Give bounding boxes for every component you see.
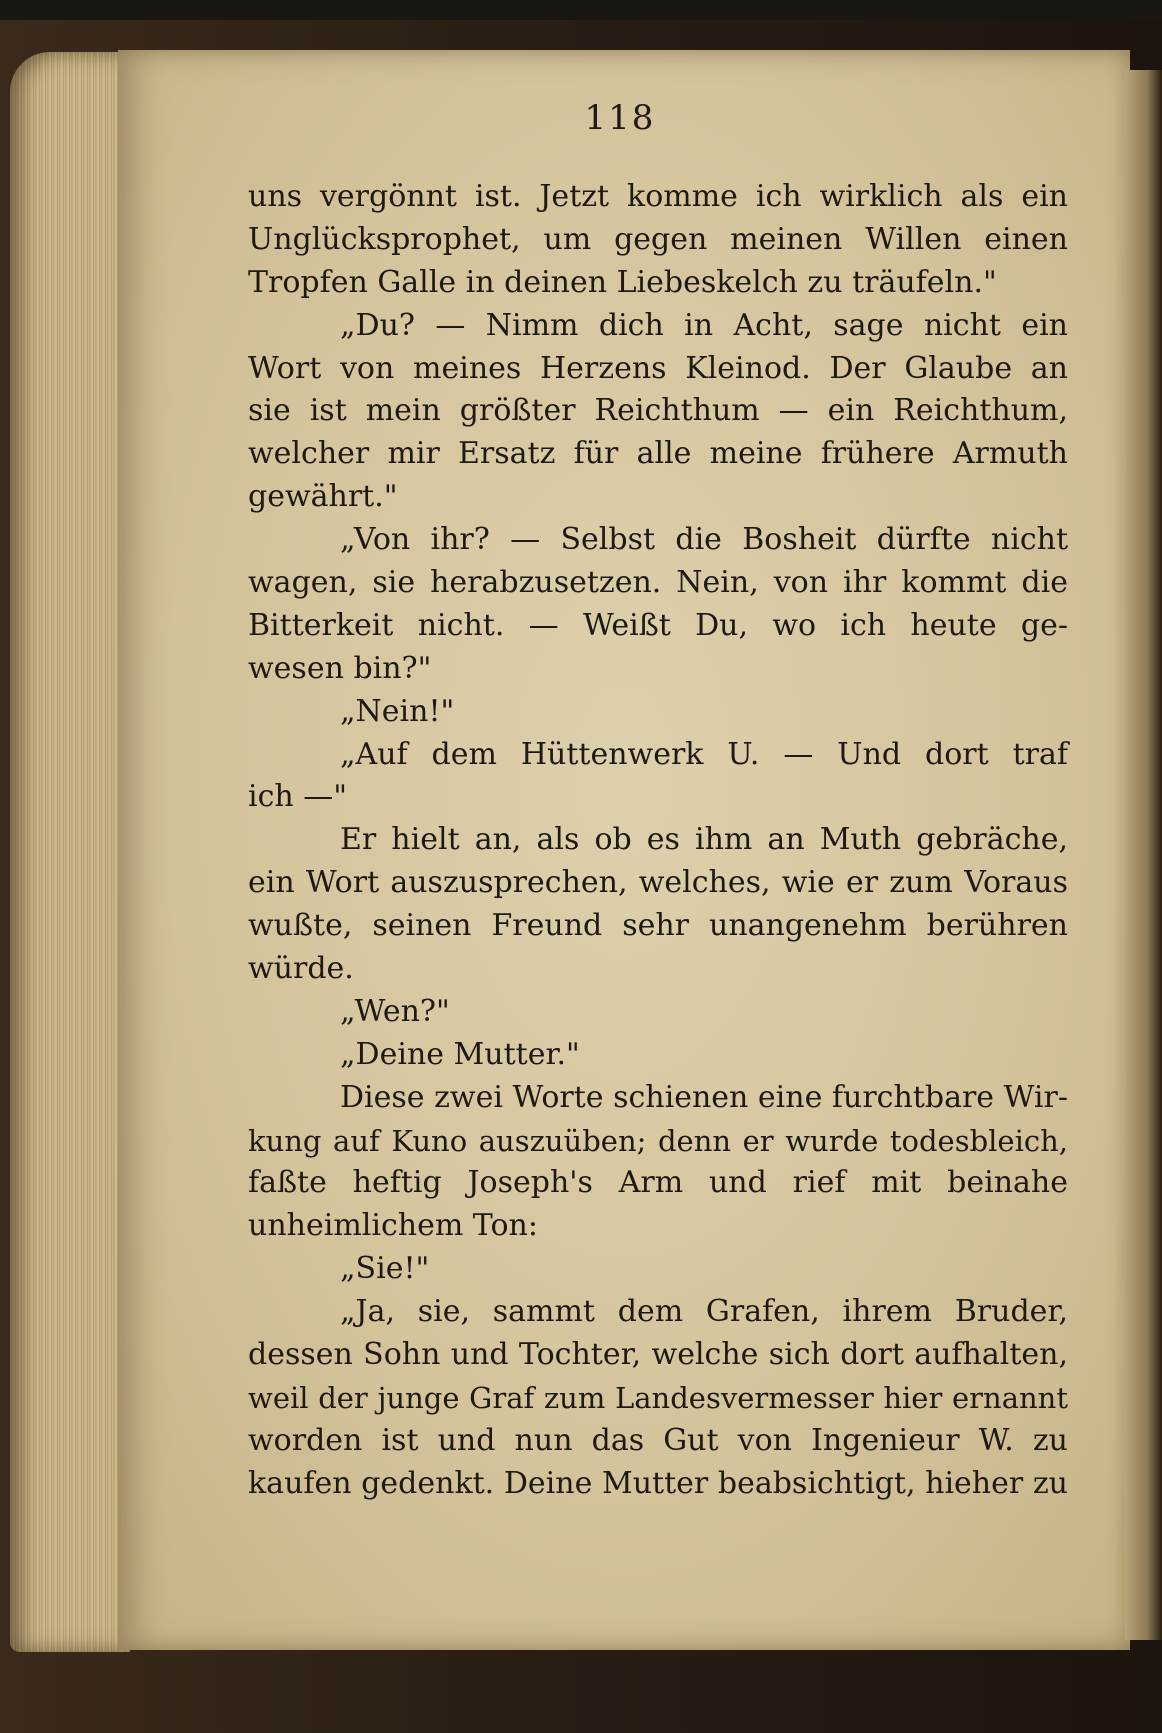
text-line: Unglücksprophet, um gegen meinen Willen einen [248, 221, 1068, 257]
body-text [248, 176, 1068, 1506]
text-line: wagen, sie herabzusetzen. Nein, von ihr kommt die [248, 565, 1068, 601]
text-line: weil der junge Graf zum Landesvermesser hier ernannt [248, 1380, 1068, 1415]
text-line: kaufen gedenkt. Deine Mutter beabsichtigt, hieher zu [248, 1465, 1068, 1501]
text-line: „Du? — Nimm dich in Acht, sage nicht ein [340, 307, 1068, 343]
text-line: Tropfen Galle in deinen Liebeskelch zu träufeln." [248, 264, 997, 300]
text-line: gewährt." [248, 479, 398, 515]
text-line: welcher mir Ersatz für alle meine frühere Armuth [248, 436, 1068, 472]
text-line: „Ja, sie, sammt dem Grafen, ihrem Bruder, [340, 1294, 1068, 1330]
page-number: 118 [584, 98, 656, 138]
page-right-edge [1125, 70, 1162, 1640]
text-line: „Von ihr? — Selbst die Bosheit dürfte nicht [340, 522, 1068, 558]
text-line: wußte, seinen Freund sehr unangenehm berühren [248, 908, 1068, 944]
text-line: faßte heftig Joseph's Arm und rief mit beinahe [248, 1165, 1068, 1201]
text-line: ein Wort auszusprechen, welches, wie er zum Voraus [248, 865, 1068, 901]
text-line: Diese zwei Worte schienen eine furchtbare Wir- [340, 1079, 1068, 1115]
text-line: „Sie!" [340, 1251, 430, 1287]
text-line: kung auf Kuno auszuüben; denn er wurde todesbleich, [248, 1123, 1068, 1158]
text-line: unheimlichem Ton: [248, 1208, 538, 1244]
text-line: Er hielt an, als ob es ihm an Muth gebräche, [340, 822, 1068, 858]
text-line: Bitterkeit nicht. — Weißt Du, wo ich heute ge- [248, 607, 1068, 643]
text-line: sie ist mein größter Reichthum — ein Reichthum, [248, 393, 1068, 429]
text-line: wesen bin?" [248, 650, 432, 686]
text-line: worden ist und nun das Gut von Ingenieur W. zu [248, 1422, 1068, 1458]
text-line: „Auf dem Hüttenwerk U. — Und dort traf [340, 736, 1068, 772]
text-line: Wort von meines Herzens Kleinod. Der Glaube an [248, 350, 1068, 386]
text-line: „Wen?" [340, 993, 450, 1029]
text-line: „Nein!" [340, 693, 455, 729]
page-edges [10, 52, 130, 1652]
text-line: „Deine Mutter." [340, 1036, 580, 1072]
text-line: dessen Sohn und Tochter, welche sich dort aufhalten, [248, 1337, 1068, 1373]
text-line: uns vergönnt ist. Jetzt komme ich wirklich als ein [248, 179, 1068, 214]
text-line: würde. [248, 951, 354, 987]
text-line: ich —" [248, 779, 348, 815]
